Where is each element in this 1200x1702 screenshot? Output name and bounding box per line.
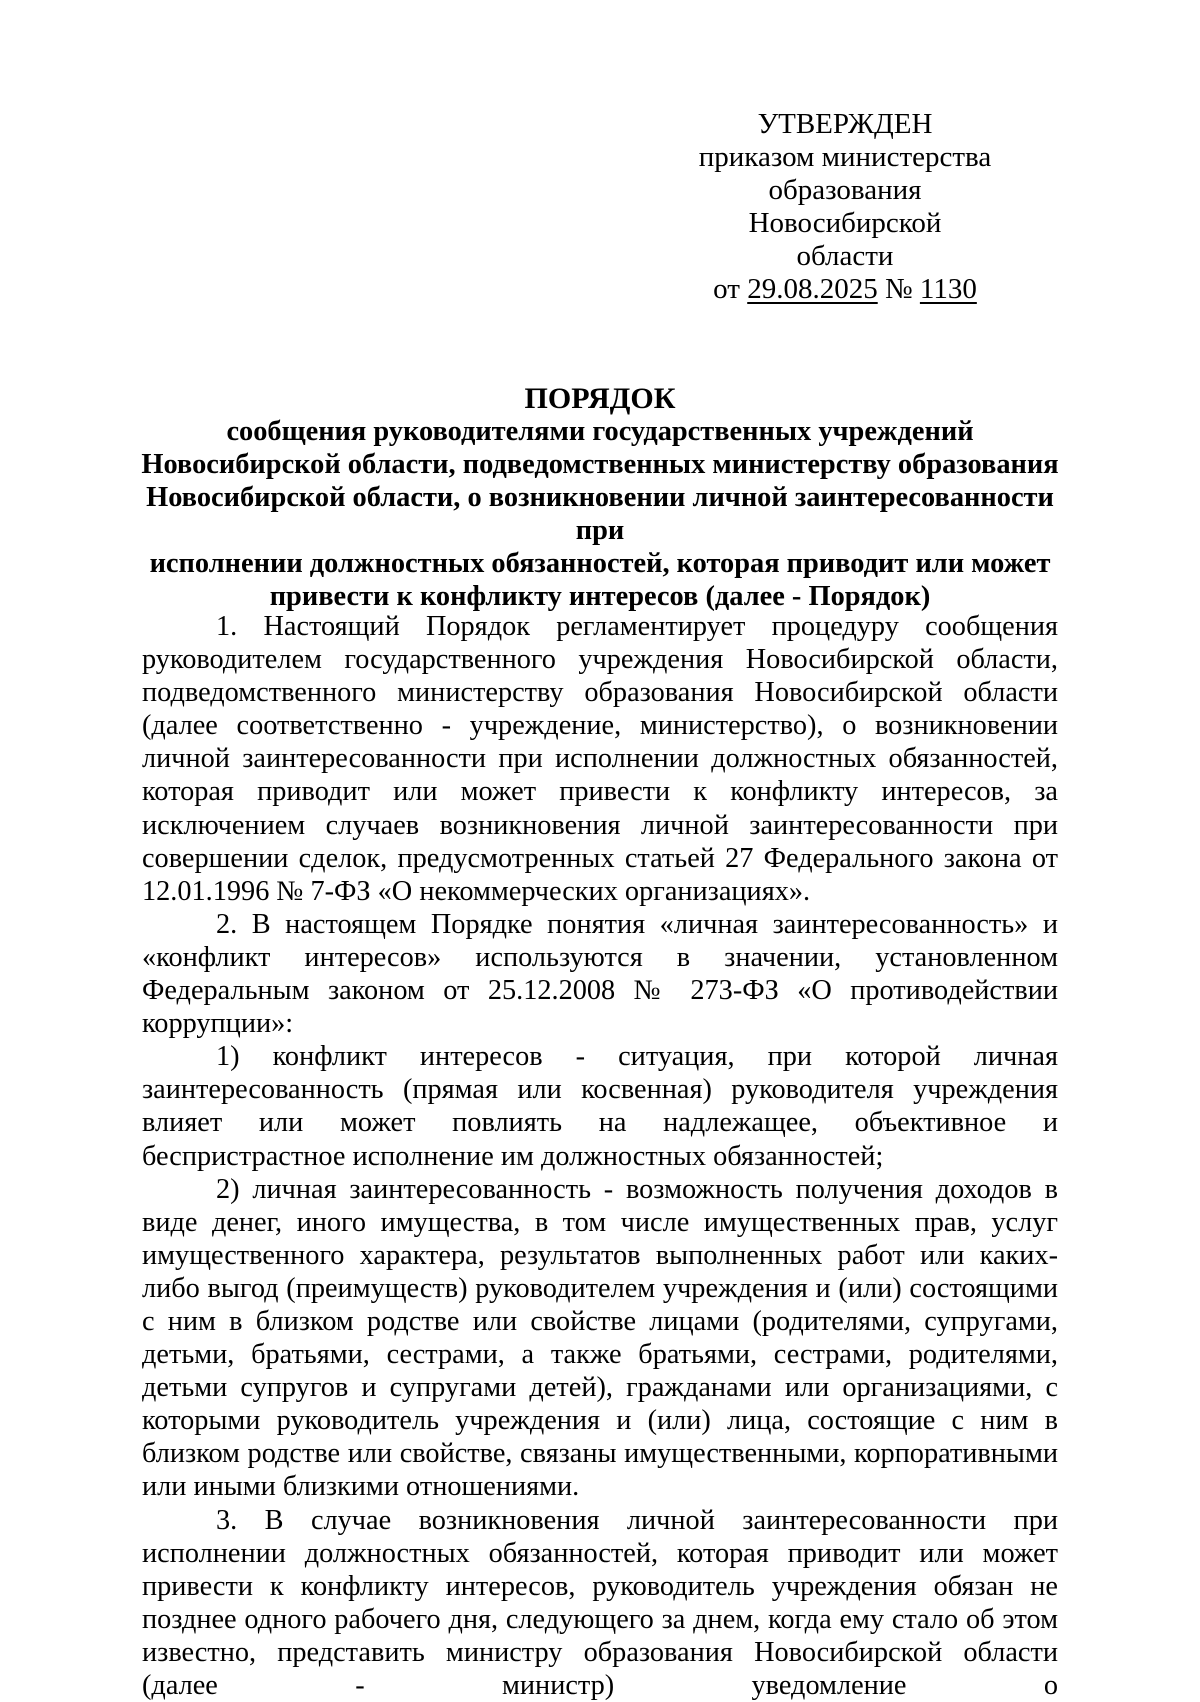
paragraph: 2. В настоящем Порядке понятия «личная заинтересованность» и «конфликт интересов» используются в значении, установленном Федеральным законом от 25.12.2008 № 273-ФЗ «О противодействии коррупции»: [142,908,1058,1040]
document-body [142,610,1058,1702]
title-main: ПОРЯДОК [524,382,676,415]
paragraph: 1. Настоящий Порядок регламентирует процедуру сообщения руководителем государственного учреждения Новосибирской области, подведомственного министерству образования Новосибирской области (далее соответственно - учреждение, министерство), о возникновении личной заинтересованности при исполнении должностных обязанностей, которая приводит или может привести к конфликту интересов, за исключением случаев возникновения личной заинтересованности при совершении сделок, предусмотренных статьей 27 Федерального закона от 12.01.1996 № 7-ФЗ «О некоммерческих организациях». [142,611,1058,907]
approval-line: приказом министерства [698,141,992,173]
approval-date-line [690,273,1000,306]
paragraph: 3. В случае возникновения личной заинтересованности при исполнении должностных обязанностей, которая приводит или может привести к конфликту интересов, руководитель учреждения обязан не позднее одного рабочего дня, следующего за днем, когда ему стало об этом известно, представить министру образования Новосибирской области (далее - министр) уведомление о [142,1504,1058,1701]
title-line: исполнении должностных обязанностей, которая приводит или может [149,548,1051,579]
order-date: 29.08.2025 [747,273,878,305]
approval-line: области [796,240,894,272]
order-number: 1130 [919,273,977,305]
title-line: Новосибирской области, о возникновении личной заинтересованности при [146,482,1054,546]
title-line: Новосибирской области, подведомственных министерству образования [141,449,1059,480]
paragraph: 1) конфликт интересов - ситуация, при которой личная заинтересованность (прямая или косвенная) руководителя учреждения влияет или может повлиять на надлежащее, объективное и беспристрастное исполнение им должностных обязанностей; [142,1041,1058,1172]
date-prefix: от [713,273,740,305]
title-line: сообщения руководителями государственных учреждений [226,416,974,447]
title-line: привести к конфликту интересов (далее - Порядок) [269,581,931,612]
approval-line: образования Новосибирской [748,174,942,239]
number-prefix: № [884,273,913,305]
document-title [140,382,1060,613]
approval-stamp [690,108,1000,306]
approval-status: УТВЕРЖДЕН [757,108,933,140]
paragraph: 2) личная заинтересованность - возможность получения доходов в виде денег, иного имущества, в том числе имущественных прав, услуг имущественного характера, результатов выполненных работ или каких-либо выгод (преимуществ) руководителем учреждения и (или) состоящими с ним в близком родстве или свойстве лицами (родителями, супругами, детьми, братьями, сестрами, а также братьями, сестрами, родителями, детьми супругов и супругами детей), гражданами или организациями, с которыми руководитель учреждения и (или) лица, состоящие с ним в близком родстве или свойстве, связаны имущественными, корпоративными или иными близкими отношениями. [142,1173,1058,1503]
